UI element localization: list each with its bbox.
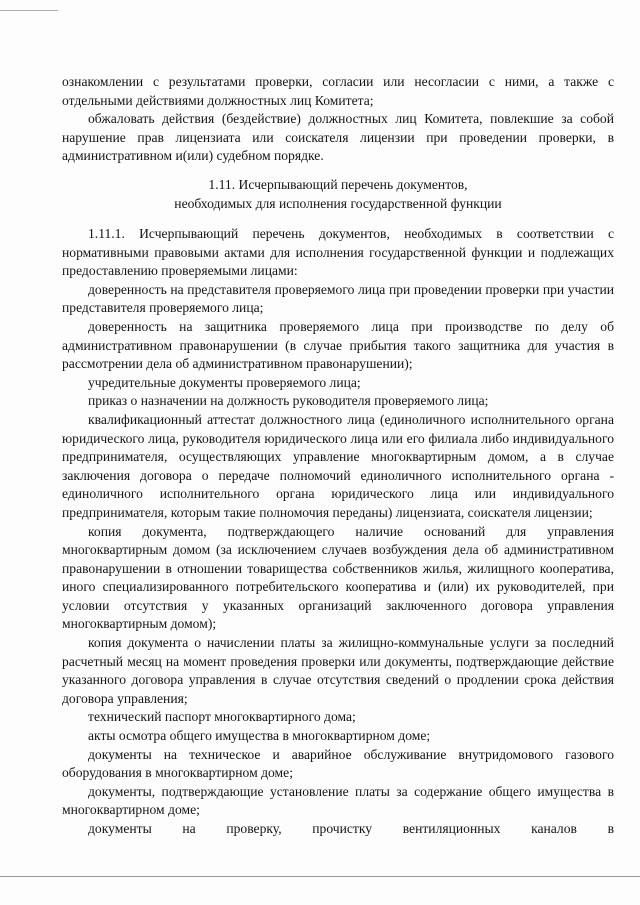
body-paragraph: копия документа о начислении платы за жилищно-коммунальные услуги за последний расчетный месяц на момент проведения проверки или документы, подтверждающие действие указанного договора управления в случае отсутствия сведений о продлении срока действия договора управления; xyxy=(62,635,614,706)
scan-edge-line-bottom xyxy=(0,876,640,877)
body-paragraph: копия документа, подтверждающего наличие оснований для управления многоквартирным домом (за исключением случаев возбуждения дела об административном правонарушении в отношении товарищества собственников жилья, жилищного кооператива, иного специализированного потребительского кооператива и (или) их руководителей, при условии отсутствия у указанных организаций заключенного договора управления многоквартирным домом); xyxy=(62,523,614,632)
section-heading-line-2: необходимых для исполнения государственной функции xyxy=(174,195,502,211)
body-paragraph: квалификационный аттестат должностного лица (единоличного исполнительного органа юридического лица, руководителя юридического лица или его филиала либо индивидуального предпринимателя, осуществляющих управление многоквартирным домом, а в случае заключения договора о передаче полномочий единоличного исполнительного органа - единоличного исполнительного органа юридического лица или индивидуального предпринимателя, которым такие полномочия переданы) лицензиата, соискателя лицензии; xyxy=(62,411,614,520)
body-paragraph: 1.11.1. Исчерпывающий перечень документов, необходимых в соответствии с нормативными правовыми актами для исполнения государственной функции и подлежащих предоставлению проверяемыми лицами: xyxy=(62,226,614,279)
body-paragraph: технический паспорт многоквартирного дома; xyxy=(88,709,356,725)
scan-edge-line-top xyxy=(0,10,58,11)
intro-block xyxy=(62,73,614,166)
body-paragraph: учредительные документы проверяемого лица; xyxy=(88,374,361,390)
body-paragraph-last: документы на проверку, прочистку вентиляционных каналов в xyxy=(88,821,614,836)
body-paragraph: доверенность на защитника проверяемого лица при производстве по делу об административном правонарушении (в случае прибытия такого защитника для участия в рассмотрении дела об административном правонарушении); xyxy=(62,318,614,372)
body-paragraph: акты осмотра общего имущества в многоквартирном доме; xyxy=(88,728,431,744)
intro-paragraph-1: ознакомлении с результатами проверки, согласии или несогласии с ними, а также с отдельными действиями должностных лиц Комитета; xyxy=(62,74,614,108)
body-block xyxy=(62,225,614,839)
body-paragraph: документы, подтверждающие установление платы за содержание общего имущества в многоквартирном доме; xyxy=(62,783,614,818)
body-paragraph: приказ о назначении на должность руководителя проверяемого лица; xyxy=(88,393,489,409)
body-paragraph: документы на техническое и аварийное обслуживание внутридомового газового оборудования в многоквартирном доме; xyxy=(62,746,614,781)
intro-paragraph-2: обжаловать действия (бездействие) должностных лиц Комитета, повлекшие за собой нарушение прав лицензиата или соискателя лицензии при проведении проверки, в административном и(или) судебном порядке. xyxy=(62,111,614,164)
section-heading xyxy=(62,176,614,213)
body-paragraph: доверенность на представителя проверяемого лица при проведении проверки при участии представителя проверяемого лица; xyxy=(62,281,614,316)
section-heading-line-1: 1.11. Исчерпывающий перечень документов, xyxy=(208,177,468,192)
